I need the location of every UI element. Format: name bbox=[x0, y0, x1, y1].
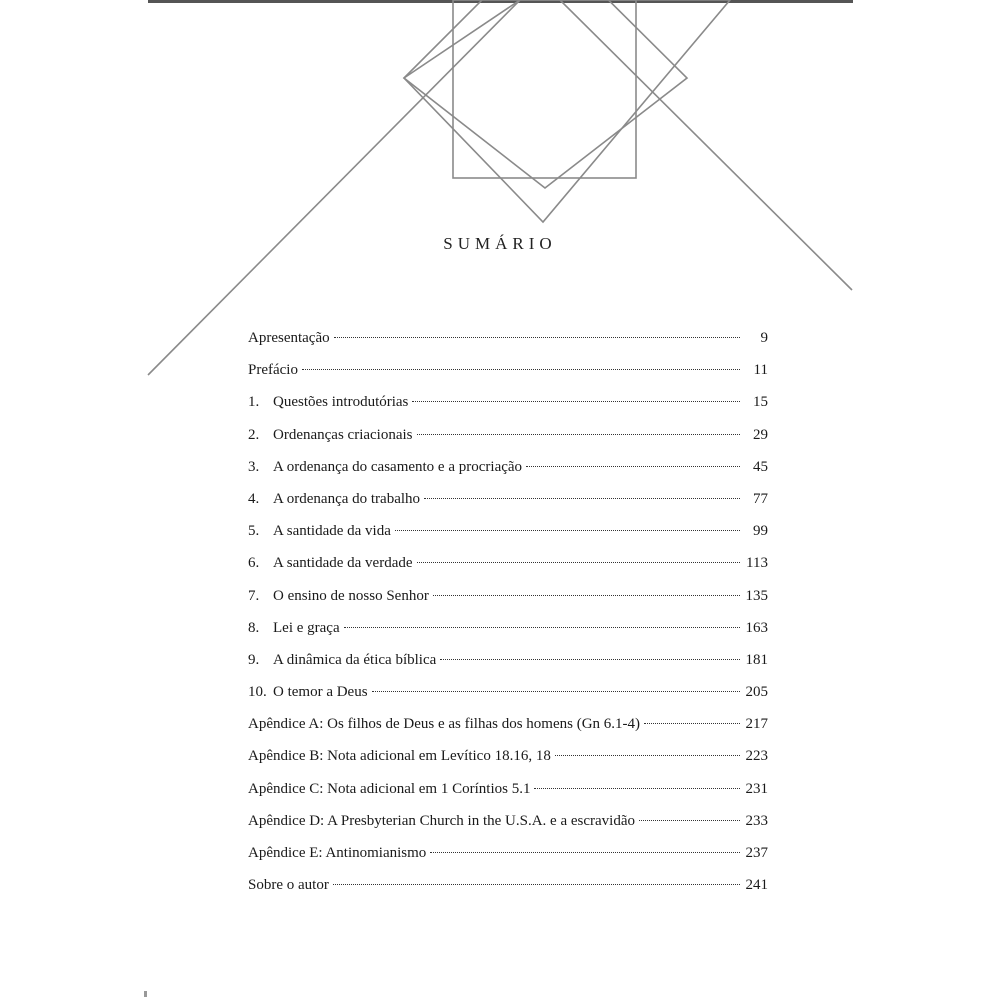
toc-entry-label-group bbox=[248, 354, 300, 386]
toc-dot-leader bbox=[344, 626, 740, 628]
toc-entry-label-group bbox=[248, 644, 438, 676]
toc-entry-label-group bbox=[248, 419, 415, 451]
toc-dot-leader bbox=[433, 594, 740, 596]
toc-entry bbox=[248, 451, 768, 483]
toc-entry bbox=[248, 386, 768, 418]
toc-dot-leader bbox=[526, 465, 740, 467]
toc-entry-title: Apêndice C: Nota adicional em 1 Coríntios 5.1 bbox=[248, 780, 531, 797]
toc-entry bbox=[248, 708, 768, 740]
toc-entry-title: Ordenanças criacionais bbox=[273, 426, 413, 443]
toc-entry bbox=[248, 580, 768, 612]
toc-entry bbox=[248, 483, 768, 515]
toc-entry bbox=[248, 419, 768, 451]
toc-entry-number: 3. bbox=[248, 458, 260, 475]
toc-dot-leader bbox=[555, 754, 740, 756]
toc-entry-label-group bbox=[248, 612, 342, 644]
toc-dot-leader bbox=[417, 561, 740, 563]
corner-mark bbox=[144, 991, 147, 997]
toc-entry-page: 205 bbox=[745, 684, 768, 701]
toc-entry-page: 77 bbox=[753, 490, 768, 507]
toc-entry-number: 7. bbox=[248, 587, 260, 604]
toc-entry bbox=[248, 676, 768, 708]
toc-entry-page: 217 bbox=[745, 716, 768, 733]
toc-entry bbox=[248, 547, 768, 579]
toc-entry-label-group bbox=[248, 708, 642, 740]
ornament-diamond-upper bbox=[404, 0, 687, 188]
toc-entry-label-group bbox=[248, 805, 637, 837]
toc-entry-label-group bbox=[248, 837, 428, 869]
table-of-contents bbox=[248, 322, 768, 901]
ornament-diamond-lower bbox=[404, 0, 730, 222]
toc-entry-title: A santidade da vida bbox=[273, 523, 391, 540]
toc-entry-label-group bbox=[248, 515, 393, 547]
toc-entry bbox=[248, 740, 768, 772]
ornament-square bbox=[453, 0, 636, 178]
toc-entry bbox=[248, 515, 768, 547]
toc-entry-page: 241 bbox=[745, 877, 768, 894]
toc-entry-page: 15 bbox=[753, 394, 768, 411]
toc-entry-number: 2. bbox=[248, 426, 260, 443]
toc-entry-title: A ordenança do trabalho bbox=[273, 490, 421, 507]
toc-entry-page: 237 bbox=[745, 845, 768, 861]
ornament-diagonal-left bbox=[148, 0, 520, 375]
toc-entry-page: 113 bbox=[746, 555, 768, 572]
toc-entry bbox=[248, 773, 768, 805]
toc-entry-label-group bbox=[248, 580, 431, 612]
toc-dot-leader bbox=[430, 851, 739, 853]
toc-dot-leader bbox=[333, 883, 740, 885]
toc-entry-title: O temor a Deus bbox=[273, 684, 368, 701]
toc-entry-title: Apêndice E: Antinomianismo bbox=[248, 845, 427, 861]
toc-dot-leader bbox=[440, 658, 739, 660]
toc-entry-page: 233 bbox=[745, 812, 768, 829]
toc-entry bbox=[248, 805, 768, 837]
toc-dot-leader bbox=[395, 529, 740, 531]
toc-dot-leader bbox=[302, 368, 740, 370]
toc-entry bbox=[248, 837, 768, 869]
toc-entry-title: A dinâmica da ética bíblica bbox=[273, 651, 437, 668]
toc-entry-number: 10. bbox=[248, 684, 267, 701]
toc-entry-label-group bbox=[248, 322, 332, 354]
toc-entry-title: Sobre o autor bbox=[248, 877, 329, 894]
page-title: SUMÁRIO bbox=[443, 234, 557, 253]
toc-entry-title: Questões introdutórias bbox=[273, 394, 409, 411]
toc-entry-label-group bbox=[248, 483, 422, 515]
top-rule bbox=[148, 0, 853, 3]
toc-entry-title: Apêndice D: A Presbyterian Church in the U.S.A. e a escravidão bbox=[248, 812, 635, 829]
toc-entry-page: 181 bbox=[745, 651, 768, 668]
toc-dot-leader bbox=[644, 722, 739, 724]
toc-entry-page: 11 bbox=[753, 362, 768, 379]
toc-dot-leader bbox=[372, 690, 740, 692]
toc-entry-label-group bbox=[248, 676, 370, 708]
toc-entry bbox=[248, 354, 768, 386]
toc-entry-number: 8. bbox=[248, 619, 260, 636]
toc-entry-label-group bbox=[248, 869, 331, 901]
toc-entry-number: 6. bbox=[248, 555, 260, 572]
toc-entry-label-group bbox=[248, 386, 410, 418]
toc-entry-page: 45 bbox=[753, 458, 768, 475]
toc-entry-title: Apêndice B: Nota adicional em Levítico 18.16, 18 bbox=[248, 748, 551, 765]
toc-entry bbox=[248, 869, 768, 901]
toc-entry-page: 163 bbox=[745, 619, 768, 636]
toc-entry-label-group bbox=[248, 740, 553, 772]
toc-dot-leader bbox=[412, 400, 740, 402]
toc-entry-number: 5. bbox=[248, 523, 260, 540]
toc-dot-leader bbox=[417, 433, 740, 435]
toc-entry-label-group bbox=[248, 451, 524, 483]
toc-entry-label-group bbox=[248, 773, 532, 805]
toc-entry-page: 9 bbox=[760, 330, 768, 346]
toc-entry-title: O ensino de nosso Senhor bbox=[273, 587, 429, 604]
toc-entry-title: A ordenança do casamento e a procriação bbox=[273, 458, 523, 475]
toc-entry-title: Apêndice A: Os filhos de Deus e as filhas dos homens (Gn 6.1-4) bbox=[248, 716, 641, 733]
toc-entry-title: A santidade da verdade bbox=[273, 555, 413, 572]
toc-entry-number: 9. bbox=[248, 651, 260, 668]
toc-entry-page: 223 bbox=[745, 748, 768, 765]
toc-dot-leader bbox=[334, 336, 740, 338]
toc-entry-number: 1. bbox=[248, 394, 260, 411]
toc-entry-title: Prefácio bbox=[248, 362, 298, 379]
toc-entry-page: 231 bbox=[745, 780, 768, 797]
toc-entry-title: Apresentação bbox=[248, 330, 330, 346]
toc-dot-leader bbox=[534, 787, 739, 789]
toc-entry bbox=[248, 612, 768, 644]
toc-entry-page: 135 bbox=[745, 587, 768, 604]
toc-dot-leader bbox=[424, 497, 740, 499]
toc-entry bbox=[248, 644, 768, 676]
toc-entry-title: Lei e graça bbox=[273, 619, 340, 636]
toc-entry-page: 29 bbox=[753, 426, 768, 443]
toc-entry-number: 4. bbox=[248, 490, 260, 507]
toc-entry-label-group bbox=[248, 547, 415, 579]
toc-entry bbox=[248, 322, 768, 354]
toc-dot-leader bbox=[639, 819, 740, 821]
toc-entry-page: 99 bbox=[753, 523, 768, 540]
